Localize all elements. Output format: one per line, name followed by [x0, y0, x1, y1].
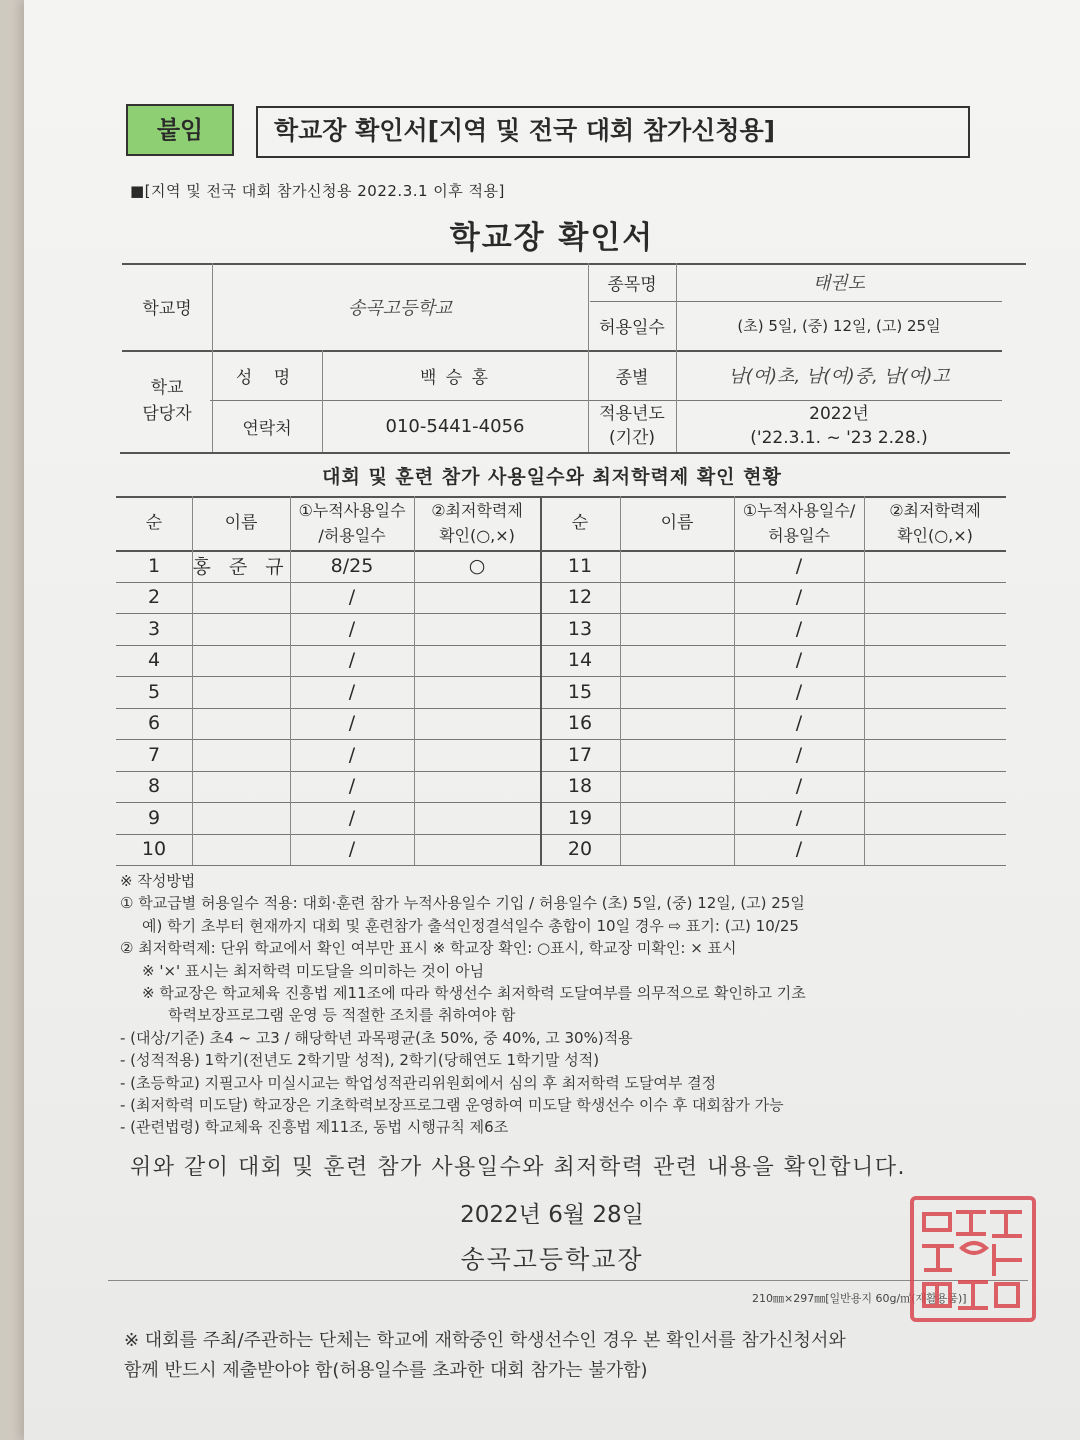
signature-divider	[108, 1280, 1028, 1281]
row-cell-no2: 15	[567, 680, 593, 703]
row-cell-days: /	[348, 838, 356, 861]
row-cell-no: 1	[147, 554, 161, 577]
row-cell-check2	[864, 676, 1006, 708]
manager-name-value: 백 승 홍	[419, 367, 491, 388]
row-cell-name	[192, 613, 290, 645]
row-cell-check2	[864, 582, 1006, 614]
row-cell-name2	[620, 645, 734, 677]
row-cell-name	[192, 645, 290, 677]
column-divider	[620, 496, 621, 865]
school-value: 송곡고등학교	[347, 297, 453, 319]
row-cell-no: 3	[147, 617, 161, 640]
allowed-days-value: (초) 5일, (중) 12일, (고) 25일	[737, 317, 941, 335]
row-cell-name	[192, 834, 290, 866]
row-cell-name2	[620, 676, 734, 708]
event-label: 종목명	[607, 274, 657, 295]
row-cell-no2: 18	[567, 775, 593, 798]
row-cell-name	[192, 739, 290, 771]
page-title: 학교장 확인서	[449, 220, 655, 256]
status-table	[24, 0, 1080, 880]
row-cell-check2	[864, 771, 1006, 803]
col-header-no-2: 순	[571, 512, 589, 533]
instruction-line: 학력보장프로그램 운영 등 적절한 조치를 취하여야 함	[168, 1006, 516, 1025]
row-cell-no: 6	[147, 712, 161, 735]
row-cell-no: 10	[141, 838, 167, 861]
row-cell-no2: 13	[567, 617, 593, 640]
row-cell-check2	[864, 739, 1006, 771]
row-cell-days: /	[348, 586, 356, 609]
row-cell-name	[192, 771, 290, 803]
row-cell-days: /	[348, 743, 356, 766]
row-cell-days2: /	[795, 586, 803, 609]
row-cell-days2: /	[795, 806, 803, 829]
row-cell-no: 2	[147, 586, 161, 609]
col-header-days: ①누적사용일수 /허용일수	[298, 501, 406, 545]
document-page	[24, 0, 1080, 1440]
instruction-line: ※ 학교장은 학교체육 진흥법 제11조에 따라 학생선수 최저학력 도달여부를 의무적으로 확인하고 기초	[142, 984, 806, 1003]
instruction-line: - (관련법령) 학교체육 진흥법 제11조, 동법 시행규칙 제6조	[120, 1118, 509, 1137]
column-divider	[734, 496, 735, 865]
row-cell-check2	[864, 645, 1006, 677]
name-label: 성 명	[235, 367, 299, 388]
row-cell-days2: /	[795, 649, 803, 672]
col-header-no: 순	[145, 512, 163, 533]
col-header-name: 이름	[224, 512, 258, 533]
row-cell-name2	[620, 550, 734, 582]
row-cell-check2	[864, 708, 1006, 740]
row-cell-no2: 12	[567, 586, 593, 609]
row-cell-no: 5	[147, 680, 161, 703]
writing-instructions	[120, 870, 1030, 1139]
row-cell-no2: 14	[567, 649, 593, 672]
row-cell-days2: /	[795, 838, 803, 861]
col-header-check-2: ②최저학력제 확인(○,×)	[889, 501, 981, 545]
row-cell-days2: /	[795, 743, 803, 766]
confirmation-statement: 위와 같이 대회 및 훈련 참가 사용일수와 최저학력 관련 내용을 확인합니다.	[130, 1155, 906, 1180]
row-cell-name: 홍 준 규	[192, 556, 290, 579]
row-cell-check	[414, 771, 540, 803]
row-cell-no: 7	[147, 743, 161, 766]
row-cell-no2: 20	[567, 838, 593, 861]
instruction-line: ※ '×' 표시는 최저학력 미도달을 의미하는 것이 아님	[142, 961, 485, 980]
instruction-line: ※ 작성방법	[120, 872, 196, 890]
instruction-line: ② 최저학력제: 단위 학교에서 확인 여부만 표시 ※ 학교장 확인: ○표시, 학교장 미확인: × 표시	[120, 939, 737, 958]
instruction-line: ① 학교급별 허용일수 적용: 대회·훈련 참가 누적사용일수 기입 / 허용일수 (초) 5일, (중) 12일, (고) 25일	[120, 894, 805, 913]
row-cell-days2: /	[795, 680, 803, 703]
manager-label: 학교 담당자	[142, 378, 192, 424]
row-cell-days2: /	[795, 554, 803, 577]
row-cell-name2	[620, 708, 734, 740]
paper-size-note: 210㎜×297㎜[일반용지 60g/㎡(재활용품)]	[752, 1292, 967, 1305]
row-cell-name2	[620, 613, 734, 645]
contact-label: 연락처	[242, 418, 292, 439]
gender-value: 남(여)초, 남(여)중, 남(여)고	[728, 366, 950, 387]
row-divider	[116, 865, 1006, 866]
col-header-check: ②최저학력제 확인(○,×)	[431, 501, 523, 545]
row-cell-check	[414, 582, 540, 614]
row-cell-name	[192, 802, 290, 834]
col-header-days-2: ①누적사용일수/ 허용일수	[742, 501, 856, 545]
row-cell-days2: /	[795, 712, 803, 735]
row-cell-days: 8/25	[330, 554, 374, 577]
official-seal-stamp	[910, 1196, 1036, 1322]
column-divider	[864, 496, 865, 865]
row-cell-check	[414, 645, 540, 677]
row-cell-check2	[864, 613, 1006, 645]
row-cell-check2	[864, 834, 1006, 866]
row-cell-name	[192, 582, 290, 614]
instruction-line: - (초등학교) 지필고사 미실시교는 학업성적관리위원회에서 심의 후 최저학력 도달여부 결정	[120, 1073, 717, 1092]
row-cell-check	[414, 834, 540, 866]
principal-signature: 송곡고등학교장	[460, 1245, 644, 1274]
document-header-title: 학교장 확인서[지역 및 전국 대회 참가신청용]	[256, 106, 970, 158]
row-cell-check: ○	[468, 554, 486, 577]
attachment-tag: 붙임	[126, 104, 234, 156]
row-cell-check	[414, 676, 540, 708]
row-cell-no2: 17	[567, 743, 593, 766]
column-divider	[290, 496, 291, 865]
issue-date: 2022년 6월 28일	[460, 1202, 644, 1228]
status-section-title: 대회 및 훈련 참가 사용일수와 최저학력제 확인 현황	[322, 466, 782, 488]
year-value: 2022년 ('22.3.1. ~ '23 2.28.)	[750, 404, 928, 448]
row-cell-check2	[864, 802, 1006, 834]
event-value: 태권도	[812, 273, 866, 294]
row-cell-name2	[620, 739, 734, 771]
row-cell-check	[414, 613, 540, 645]
allowed-days-label: 허용일수	[599, 318, 665, 338]
row-cell-days: /	[348, 806, 356, 829]
school-label: 학교명	[142, 299, 192, 319]
row-cell-days: /	[348, 712, 356, 735]
row-cell-no2: 11	[567, 554, 593, 577]
column-divider	[414, 496, 415, 865]
row-cell-no: 9	[147, 806, 161, 829]
row-cell-days: /	[348, 775, 356, 798]
row-cell-check	[414, 708, 540, 740]
column-divider	[540, 496, 542, 865]
row-cell-days2: /	[795, 617, 803, 640]
row-cell-days: /	[348, 649, 356, 672]
instruction-line: - (최저학력 미도달) 학교장은 기초학력보장프로그램 운영하여 미도달 학생선수 이수 후 대회참가 가능	[120, 1096, 784, 1115]
application-notice: ■[지역 및 전국 대회 참가신청용 2022.3.1 이후 적용]	[130, 182, 505, 200]
row-cell-no2: 19	[567, 806, 593, 829]
submission-footer-note: ※ 대회를 주최/주관하는 단체는 학교에 재학중인 학생선수인 경우 본 확인서를 참가신청서와 함께 반드시 제출받아야 함(허용일수를 초과한 대회 참가는 불가함)	[124, 1330, 846, 1381]
row-cell-days: /	[348, 617, 356, 640]
row-cell-name	[192, 708, 290, 740]
row-cell-days2: /	[795, 775, 803, 798]
row-cell-name2	[620, 834, 734, 866]
column-divider	[192, 496, 193, 865]
row-cell-check	[414, 802, 540, 834]
row-cell-check2	[864, 550, 1006, 582]
row-cell-check	[414, 739, 540, 771]
contact-value: 010-5441-4056	[385, 415, 525, 437]
instruction-line: 예) 학기 초부터 현재까지 대회 및 훈련참가 출석인정결석일수 총합이 10일 경우 ⇨ 표기: (고) 10/25	[142, 916, 799, 935]
row-cell-no: 4	[147, 649, 161, 672]
row-cell-days: /	[348, 680, 356, 703]
row-cell-name2	[620, 582, 734, 614]
instruction-line: - (성적적용) 1학기(전년도 2학기말 성적), 2학기(당해연도 1학기말 성적)	[120, 1051, 600, 1070]
row-cell-name2	[620, 771, 734, 803]
instruction-line: - (대상/기준) 초4 ~ 고3 / 해당학년 과목평균(초 50%, 중 40%, 고 30%)적용	[120, 1028, 633, 1047]
year-label: 적용년도 (기간)	[599, 404, 665, 448]
row-cell-no: 8	[147, 775, 161, 798]
row-cell-name	[192, 676, 290, 708]
gender-label: 종별	[615, 367, 649, 388]
row-cell-no2: 16	[567, 712, 593, 735]
row-cell-name2	[620, 802, 734, 834]
col-header-name-2: 이름	[660, 512, 694, 533]
